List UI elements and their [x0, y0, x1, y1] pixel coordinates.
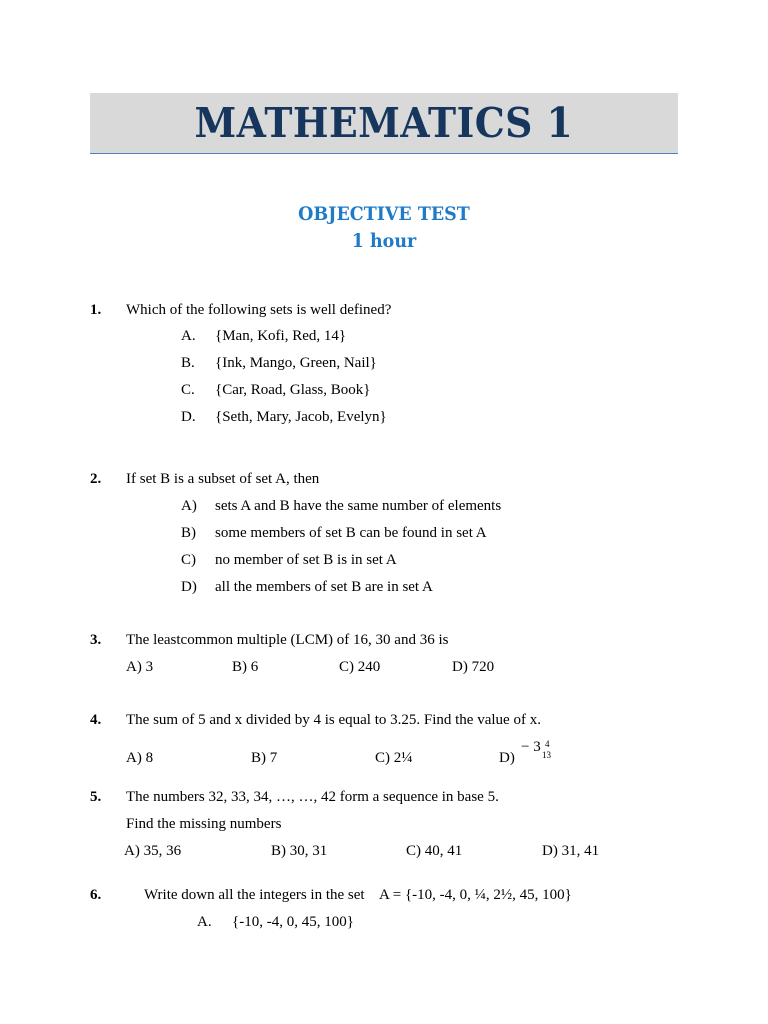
- option-text: {Seth, Mary, Jacob, Evelyn}: [215, 409, 387, 425]
- question-number: 5.: [90, 789, 102, 805]
- option-text: some members of set B can be found in set A: [215, 525, 487, 541]
- option-letter: D): [181, 579, 197, 595]
- option-c: C) 40, 41: [406, 843, 463, 859]
- option-text: all the members of set B are in set A: [215, 579, 433, 595]
- document-title: MATHEMATICS 1: [194, 99, 574, 147]
- option-a: A) 3: [126, 659, 154, 675]
- question-number: 4.: [90, 712, 102, 728]
- option-c: C) 240: [339, 659, 381, 675]
- option-letter: B.: [181, 355, 195, 371]
- question-text: Write down all the integers in the set: [144, 887, 365, 903]
- option-b: B) 6: [232, 659, 259, 675]
- option-letter: A.: [181, 328, 196, 344]
- option-letter: B): [181, 525, 196, 541]
- option-text: {Man, Kofi, Red, 14}: [215, 328, 347, 344]
- option-d: D): [499, 750, 515, 766]
- question-number: 1.: [90, 302, 102, 318]
- question-text: The leastcommon multiple (LCM) of 16, 30 and 36 is: [126, 632, 449, 648]
- option-text: {Car, Road, Glass, Book}: [215, 382, 371, 398]
- question-text: The numbers 32, 33, 34, …, …, 42 form a sequence in base 5.: [126, 789, 499, 805]
- option-a: A) 35, 36: [124, 843, 182, 859]
- title-band: [90, 93, 678, 154]
- option-text: {Ink, Mango, Green, Nail}: [215, 355, 377, 371]
- option-d: D) 720: [452, 659, 495, 675]
- test-type: OBJECTIVE TEST: [298, 203, 470, 225]
- option-letter: A): [181, 498, 197, 514]
- option-letter: C): [181, 552, 196, 568]
- option-letter: A.: [197, 914, 212, 930]
- fraction-whole: − 3: [521, 739, 541, 755]
- option-a: A) 8: [126, 750, 154, 766]
- question-number: 2.: [90, 471, 102, 487]
- test-duration: 1 hour: [351, 230, 417, 252]
- option-text: {-10, -4, 0, 45, 100}: [232, 914, 354, 930]
- option-d-mixed-fraction: [521, 739, 557, 763]
- question-number: 3.: [90, 632, 102, 648]
- question-text: If set B is a subset of set A, then: [126, 471, 320, 487]
- option-b: B) 30, 31: [271, 843, 328, 859]
- set-definition: A = {-10, -4, 0, ¼, 2½, 45, 100}: [379, 887, 572, 903]
- option-c: C) 2¼: [375, 750, 413, 766]
- fraction-numerator: 4: [545, 739, 550, 749]
- question-text: Which of the following sets is well defined?: [126, 302, 392, 318]
- option-letter: C.: [181, 382, 195, 398]
- option-d: D) 31, 41: [542, 843, 600, 859]
- option-b: B) 7: [251, 750, 278, 766]
- option-text: sets A and B have the same number of elements: [215, 498, 502, 514]
- option-letter: D.: [181, 409, 196, 425]
- question-text-line2: Find the missing numbers: [126, 816, 282, 832]
- question-text: The sum of 5 and x divided by 4 is equal to 3.25. Find the value of x.: [126, 712, 541, 728]
- fraction-denominator: 13: [542, 750, 551, 760]
- question-number: 6.: [90, 887, 102, 903]
- option-text: no member of set B is in set A: [215, 552, 397, 568]
